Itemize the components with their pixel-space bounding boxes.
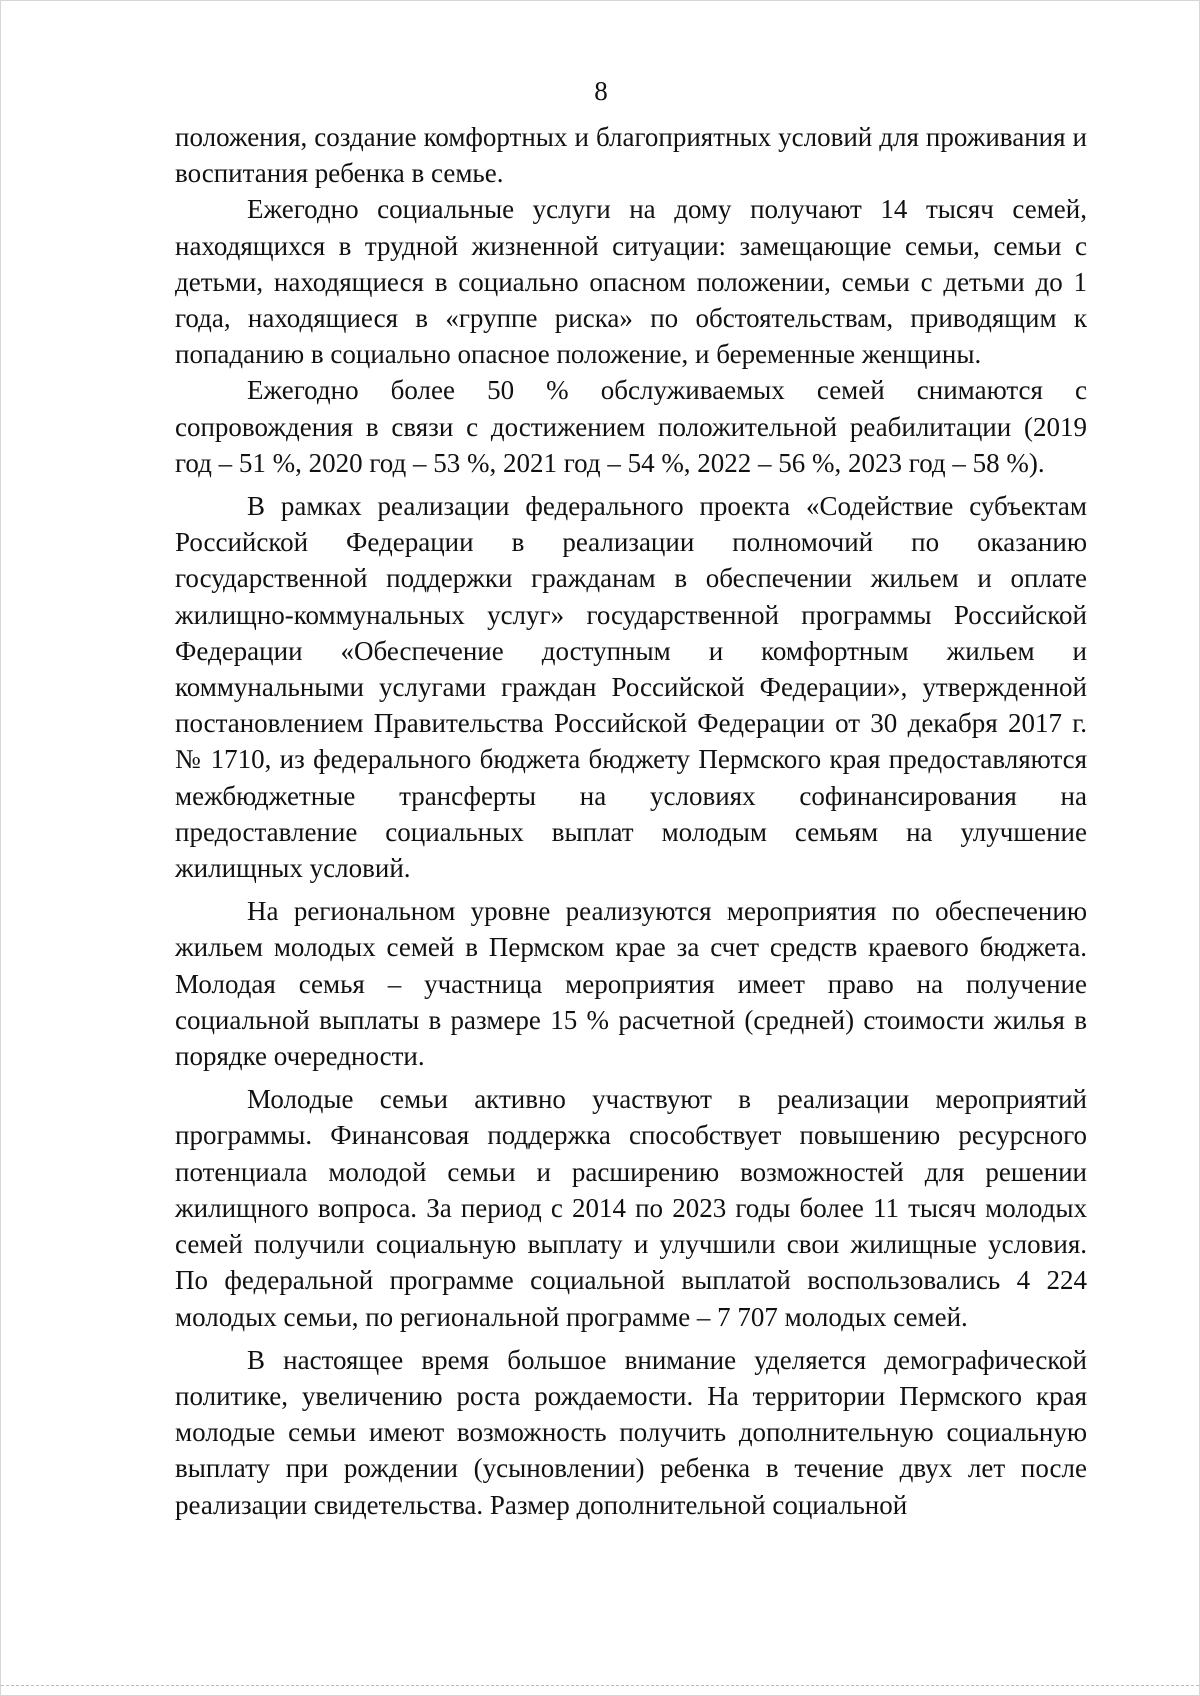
paragraph-social-services: Ежегодно социальные услуги на дому получают 14 тысяч семей, находящихся в трудной жизненной ситуации: замещающие семьи, семьи с детьми, находящиеся в социально опасном положении, семьи с детьми до 1 года, находящиеся в «группе риска» по обстоятельствам, приводящим к попаданию в социально опасное положение, и беременные женщины. xyxy=(175,194,1087,370)
paragraph-continuation: положения, создание комфортных и благоприятных условий для проживания и воспитания ребенка в семье. xyxy=(175,122,1087,189)
paragraph-young-families: Молодые семьи активно участвуют в реализации мероприятий программы. Финансовая поддержка способствует повышению ресурсного потенциала молодой семьи и расширению возможностей для решении жилищного вопроса. За период с 2014 по 2023 годы более 11 тысяч молодых семей получили социальную выплату и улучшили свои жилищные условия. По федеральной программе социальной выплатой воспользовались 4 224 молодых семьи, по региональной программе – 7 707 молодых семей. xyxy=(175,1084,1087,1332)
paragraph-regional-level: На региональном уровне реализуются мероприятия по обеспечению жильем молодых семей в Пермском крае за счет средств краевого бюджета. Молодая семья – участница мероприятия имеет право на получение социальной выплаты в размере 15 % расчетной (средней) стоимости жилья в порядке очередности. xyxy=(175,896,1087,1072)
paragraph-federal-project: В рамках реализации федерального проекта «Содействие субъектам Российской Федерации в реализации полномочий по оказанию государственной поддержки гражданам в обеспечении жильем и оплате жилищно-коммунальных услуг» государственной программы Российской Федерации «Обеспечение доступным и комфортным жильем и коммунальными услугами граждан Российской Федерации», утвержденной постановлением Правительства Российской Федерации от 30 декабря 2017 г. № 1710, из федерального бюджета бюджету Пермского края предоставляются межбюджетные трансферты на условиях софинансирования на предоставление социальных выплат молодым семьям на улучшение жилищных условий. xyxy=(175,491,1087,884)
scan-edge-line xyxy=(1,1685,1199,1687)
paragraph-demographic-policy: В настоящее время большое внимание уделяется демографической политике, увеличению роста рождаемости. На территории Пермского края молодые семьи имеют возможность получить дополнительную социальную выплату при рождении (усыновлении) ребенка в течение двух лет после реализации свидетельства. Размер дополнительной социальной xyxy=(175,1344,1087,1520)
document-body xyxy=(175,119,1087,1523)
page-number: 8 xyxy=(594,76,608,106)
paragraph-rehabilitation-stats: Ежегодно более 50 % обслуживаемых семей снимаются с сопровождения в связи с достижением положительной реабилитации (2019 год – 51 %, 2020 год – 53 %, 2021 год – 54 %, 2022 – 56 %, 2023 год – 58 %). xyxy=(175,375,1087,478)
